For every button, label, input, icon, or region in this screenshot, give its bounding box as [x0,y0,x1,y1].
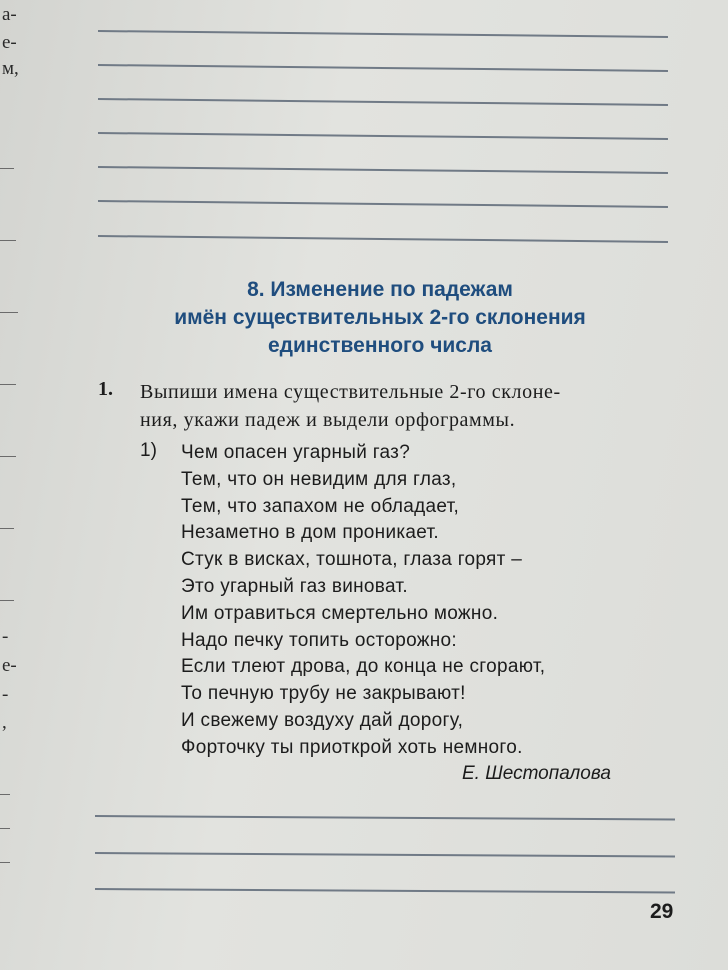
writing-line [98,200,668,208]
task-instruction [140,378,670,434]
left-writing-line [0,794,10,795]
answer-line [95,815,675,821]
poem-line: Тем, что он невидим для глаз, [181,468,457,490]
writing-line [98,98,668,106]
left-fragment: м, [2,58,19,79]
left-fragment: е- [2,655,17,676]
poem-line: И свежему воздуху дай дорогу, [181,709,464,731]
writing-line [98,132,668,140]
poem-line: Если тлеют дрова, до конца не сгорают, [181,656,546,678]
section-title [120,276,640,360]
left-writing-line [0,456,16,457]
left-writing-line [0,312,18,313]
task-instruction-line: ния, укажи падеж и выдели орфограммы. [140,409,516,431]
left-writing-line [0,862,10,863]
poem-line: Это угарный газ виноват. [181,575,408,597]
poem-line: Надо печку топить осторожно: [181,629,457,651]
task-instruction-line: Выпиши имена существительные 2-го склоне- [140,381,561,403]
section-title-line: 8. Изменение по падежам [247,278,513,301]
poem-line: То печную трубу не закрывают! [181,683,466,705]
poem-line: Стук в висках, тошнота, глаза горят – [181,549,523,571]
section-title-line: единственного числа [267,334,492,357]
writing-line [98,235,668,243]
writing-line [98,166,668,174]
left-writing-line [0,168,14,169]
poem [181,440,545,762]
left-writing-line [0,828,10,829]
poem-line: Чем опасен угарный газ? [181,442,411,463]
poem-line: Им отравиться смертельно можно. [181,602,499,624]
left-writing-line [0,384,16,385]
left-fragment: а- [2,4,17,25]
left-fragment: , [2,712,7,733]
answer-line [95,888,675,894]
task-number: 1. [98,378,113,400]
left-fragment: - [2,684,9,705]
poem-line: Незаметно в дом проникает. [181,522,439,544]
poem-number: 1) [140,440,157,461]
poem-author: Е. Шестопалова [462,763,611,784]
poem-line: Форточку ты приоткрой хоть немного. [181,736,523,758]
previous-page-edge [0,0,60,970]
left-writing-line [0,600,14,601]
writing-line [98,30,668,38]
page-number: 29 [650,900,674,923]
left-writing-line [0,528,14,529]
left-fragment: е- [2,32,17,53]
answer-line [95,852,675,858]
writing-line [98,64,668,72]
section-title-line: имён существительных 2-го склонения [174,306,586,329]
left-writing-line [0,240,16,241]
left-fragment: - [2,626,9,647]
poem-line: Тем, что запахом не обладает, [181,495,460,517]
